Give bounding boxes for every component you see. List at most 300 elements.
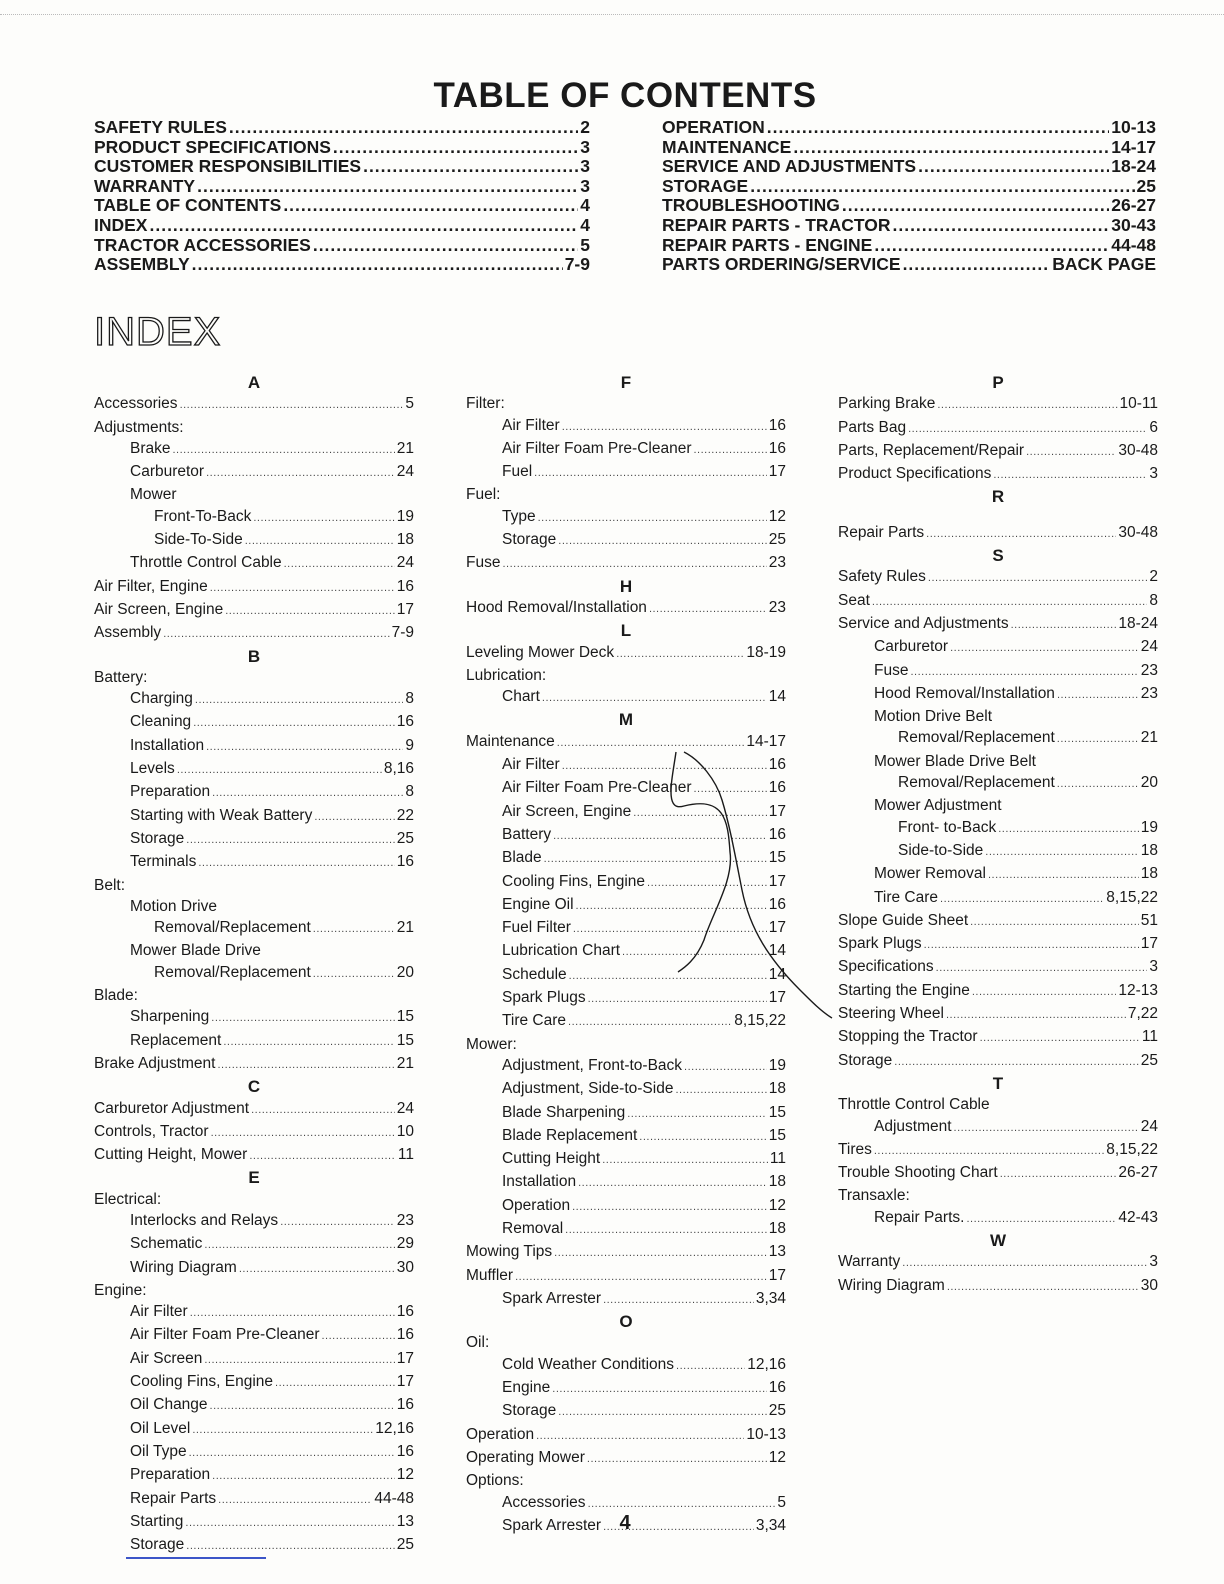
- entry-label: Parts, Replacement/Repair: [838, 441, 1025, 459]
- entry-label: Side-to-Side: [898, 841, 984, 859]
- entry-page: 3,34: [755, 1289, 786, 1307]
- entry-page: 17: [396, 600, 414, 618]
- entry-page: 18: [1140, 841, 1158, 859]
- entry-label: Hood Removal/Installation: [874, 684, 1055, 702]
- leader-dots: [163, 622, 389, 645]
- entry-label: Storage: [502, 531, 557, 549]
- entry-page: 18: [1140, 865, 1158, 883]
- entry-page: 15: [768, 849, 786, 867]
- entry-label: Installation: [502, 1173, 577, 1191]
- entry-page: 3: [1149, 1253, 1158, 1271]
- leader-dots: [954, 1116, 1139, 1139]
- leader-dots: [924, 933, 1139, 956]
- entry-label: Starting the Engine: [838, 981, 970, 999]
- entry-page: 3: [580, 156, 590, 177]
- entry-label: Charging: [130, 690, 193, 708]
- entry-label: Blade: [502, 849, 542, 867]
- entry-page: 16: [396, 577, 414, 595]
- entry-page: 24: [396, 554, 414, 572]
- leader-dots: [275, 1371, 395, 1394]
- entry-label: Spark Plugs: [502, 989, 586, 1007]
- leader-dots: [313, 917, 395, 940]
- entry-label: Spark Plugs: [838, 935, 922, 953]
- toc-row: [662, 216, 1156, 236]
- index-entry: [838, 795, 1158, 816]
- leader-dots: [558, 1400, 766, 1423]
- index-entry: [838, 1207, 1158, 1230]
- entry-label: Front-To-Back: [154, 507, 252, 525]
- entry-page: 15: [768, 1126, 786, 1144]
- leader-dots: [902, 1251, 1147, 1274]
- entry-label: SERVICE AND ADJUSTMENTS: [662, 156, 917, 177]
- entry-label: Motion Drive Belt: [874, 708, 993, 726]
- entry-page: 42-43: [1118, 1208, 1158, 1226]
- index-entry: [838, 817, 1158, 840]
- leader-dots: [283, 196, 578, 216]
- index-entry: [838, 636, 1158, 659]
- entry-label: Oil:: [466, 1334, 490, 1352]
- index-entry: [466, 824, 786, 847]
- leader-dots: [694, 777, 767, 800]
- entry-label: Options:: [466, 1472, 524, 1490]
- entry-label: Engine: [502, 1379, 551, 1397]
- leader-dots: [675, 1078, 766, 1101]
- entry-page: 16: [396, 853, 414, 871]
- entry-label: Fuel Filter: [502, 919, 571, 937]
- index-entry: [94, 758, 414, 781]
- leader-dots: [588, 987, 767, 1010]
- entry-label: CUSTOMER RESPONSIBILITIES: [94, 156, 362, 177]
- entry-label: ASSEMBLY: [94, 254, 190, 275]
- leader-dots: [684, 1055, 767, 1078]
- leader-dots: [985, 840, 1138, 863]
- index-entry: [466, 1377, 786, 1400]
- entry-page: 8: [1149, 591, 1158, 609]
- entry-label: Air Filter: [502, 756, 560, 774]
- entry-label: Mower Blade Drive Belt: [874, 752, 1036, 770]
- entry-label: SAFETY RULES: [94, 117, 227, 137]
- leader-dots: [926, 522, 1116, 545]
- entry-label: Mower Blade Drive: [130, 942, 261, 960]
- index-entry: [466, 1078, 786, 1101]
- index-entry: [466, 642, 786, 665]
- leader-dots: [910, 660, 1138, 683]
- leader-dots: [1057, 683, 1139, 706]
- leader-dots: [192, 255, 563, 275]
- entry-label: Maintenance: [466, 732, 555, 750]
- entry-page: 23: [768, 598, 786, 616]
- leader-dots: [627, 1102, 767, 1125]
- index-entry: [466, 1470, 786, 1491]
- index-entry: [466, 484, 786, 505]
- leader-dots: [569, 964, 767, 987]
- entry-page: 24: [396, 1099, 414, 1117]
- entry-label: Tire Care: [502, 1012, 567, 1030]
- entry-label: Fuse: [874, 661, 909, 679]
- entry-page: 14: [768, 942, 786, 960]
- index-entry: [94, 1030, 414, 1053]
- entry-label: Chart: [502, 688, 540, 706]
- leader-dots: [1026, 440, 1116, 463]
- entry-label: Schematic: [130, 1235, 203, 1253]
- entry-label: Tires: [838, 1140, 872, 1158]
- entry-page: 14-17: [1111, 136, 1156, 157]
- entry-page: 12: [396, 1466, 414, 1484]
- entry-page: 16: [768, 416, 786, 434]
- index-letter-heading: E: [248, 1168, 260, 1188]
- index-entry: [838, 980, 1158, 1003]
- toc-row: [94, 236, 590, 256]
- leader-dots: [210, 576, 395, 599]
- index-entry: [838, 751, 1158, 772]
- toc-row: [94, 138, 590, 158]
- entry-page: 25: [1140, 1051, 1158, 1069]
- leader-dots: [542, 686, 767, 709]
- leader-dots: [173, 438, 395, 461]
- index-entry: [466, 529, 786, 552]
- index-letter-heading: R: [991, 487, 1005, 507]
- entry-label: Blade Replacement: [502, 1126, 638, 1144]
- leader-dots: [602, 1148, 768, 1171]
- entry-page: 4: [580, 214, 590, 235]
- entry-label: Adjustment, Front-to-Back: [502, 1056, 683, 1074]
- scan-artifact-rule: [126, 1557, 266, 1559]
- index-entry: [94, 1394, 414, 1417]
- entry-page: 15: [396, 1031, 414, 1049]
- leader-dots: [211, 1121, 395, 1144]
- leader-dots: [313, 236, 578, 256]
- index-entry: [94, 1441, 414, 1464]
- entry-page: 18: [768, 1080, 786, 1098]
- entry-page: 17: [396, 1373, 414, 1391]
- entry-page: 14-17: [746, 732, 786, 750]
- index-entry: [94, 1121, 414, 1144]
- entry-page: 26-27: [1118, 1164, 1158, 1182]
- entry-page: 25: [396, 1536, 414, 1554]
- leader-dots: [565, 1218, 767, 1241]
- entry-page: 5: [777, 1493, 786, 1511]
- index-column-2: [466, 372, 786, 1538]
- entry-label: Brake: [130, 439, 171, 457]
- leader-dots: [562, 415, 767, 438]
- entry-page: 16: [396, 1442, 414, 1460]
- entry-label: Operating Mower: [466, 1448, 585, 1466]
- entry-label: Parts Bag: [838, 418, 907, 436]
- index-letter-heading: O: [619, 1312, 633, 1332]
- entry-page: 19: [768, 1056, 786, 1074]
- toc-title: TABLE OF CONTENTS: [433, 76, 817, 115]
- entry-label: Storage: [502, 1402, 557, 1420]
- entry-page: 8,15,22: [1106, 888, 1158, 906]
- leader-dots: [212, 1464, 395, 1487]
- leader-dots: [502, 552, 766, 575]
- entry-page: 12,16: [375, 1419, 414, 1437]
- entry-label: Motion Drive: [130, 897, 217, 915]
- entry-page: 16: [396, 713, 414, 731]
- index-letter-heading: A: [247, 373, 261, 392]
- leader-dots: [676, 1354, 745, 1377]
- index-entry: [94, 1098, 414, 1121]
- index-entry: [466, 777, 786, 800]
- leader-dots: [239, 1257, 395, 1280]
- entry-label: Schedule: [502, 965, 567, 983]
- entry-label: Oil Type: [130, 1442, 187, 1460]
- entry-label: Transaxle:: [838, 1187, 910, 1205]
- entry-page: 23: [396, 1211, 414, 1229]
- index-entry: [838, 910, 1158, 933]
- leader-dots: [1011, 613, 1117, 636]
- entry-label: Oil Level: [130, 1419, 191, 1437]
- entry-page: 3: [580, 136, 590, 157]
- leader-dots: [180, 393, 404, 416]
- leader-dots: [562, 754, 767, 777]
- entry-label: Fuse: [466, 554, 501, 572]
- entry-label: Steering Wheel: [838, 1005, 944, 1023]
- entry-page: 21: [396, 439, 414, 457]
- index-entry: [466, 964, 786, 987]
- leader-dots: [211, 1006, 394, 1029]
- index-entry: [838, 613, 1158, 636]
- leader-dots: [872, 590, 1147, 613]
- entry-page: 13: [396, 1512, 414, 1530]
- entry-label: Battery:: [94, 668, 148, 686]
- index-entry: [94, 576, 414, 599]
- entry-label: Throttle Control Cable: [838, 1096, 990, 1114]
- index-entry: [466, 1148, 786, 1171]
- index-entry: [94, 781, 414, 804]
- leader-dots: [251, 1098, 395, 1121]
- entry-label: Brake Adjustment: [94, 1054, 216, 1072]
- leader-dots: [633, 801, 767, 824]
- index-entry: [94, 828, 414, 851]
- scan-artifact-top: [0, 14, 1224, 16]
- entry-page: 10-13: [1111, 117, 1156, 137]
- index-entry: [94, 875, 414, 896]
- entry-page: 44-48: [1111, 234, 1156, 255]
- leader-dots: [572, 1195, 767, 1218]
- entry-page: 30-43: [1111, 214, 1156, 235]
- leader-dots: [544, 847, 767, 870]
- index-entry: [94, 917, 414, 940]
- entry-page: 9: [405, 736, 414, 754]
- leader-dots: [894, 1050, 1138, 1073]
- entry-page: 18: [768, 1173, 786, 1191]
- leader-dots: [950, 636, 1139, 659]
- entry-label: Air Filter Foam Pre-Cleaner: [502, 779, 692, 797]
- entry-label: Replacement: [130, 1031, 222, 1049]
- entry-label: Front- to-Back: [898, 818, 997, 836]
- index-title: INDEX: [94, 310, 222, 354]
- leader-dots: [313, 962, 395, 985]
- entry-label: Assembly: [94, 624, 162, 642]
- leader-dots: [198, 851, 394, 874]
- index-letter-heading: S: [992, 546, 1004, 566]
- leader-dots: [149, 216, 578, 236]
- entry-page: 30-48: [1118, 441, 1158, 459]
- entry-page: 4: [580, 195, 590, 216]
- leader-dots: [842, 196, 1109, 216]
- entry-page: 51: [1140, 911, 1158, 929]
- index-entry: [838, 393, 1158, 416]
- leader-dots: [217, 1053, 394, 1076]
- entry-label: Wiring Diagram: [130, 1258, 237, 1276]
- index-entry: [466, 1218, 786, 1241]
- entry-page: 20: [1140, 774, 1158, 792]
- leader-dots: [936, 956, 1148, 979]
- entry-page: 7-9: [391, 624, 414, 642]
- entry-page: 20: [396, 963, 414, 981]
- entry-page: 17: [768, 463, 786, 481]
- leader-dots: [694, 438, 767, 461]
- index-entry: [838, 522, 1158, 545]
- index-entry: [94, 896, 414, 917]
- leader-dots: [189, 1441, 395, 1464]
- entry-page: 3,34: [755, 1516, 786, 1534]
- leader-dots: [647, 871, 767, 894]
- entry-label: TROUBLESHOOTING: [662, 195, 840, 216]
- entry-page: BACK PAGE: [1052, 254, 1156, 275]
- leader-dots: [177, 758, 382, 781]
- toc-row: [662, 196, 1156, 216]
- leader-dots: [204, 1233, 394, 1256]
- entry-page: 17: [768, 802, 786, 820]
- leader-dots: [578, 1171, 767, 1194]
- entry-page: 16: [396, 1303, 414, 1321]
- index-letter-heading: C: [247, 1077, 261, 1097]
- toc-row: [94, 177, 590, 197]
- entry-label: Slope Guide Sheet: [838, 911, 969, 929]
- entry-label: Repair Parts: [838, 523, 925, 541]
- index-entry: [466, 438, 786, 461]
- entry-page: 3: [580, 175, 590, 196]
- leader-dots: [193, 711, 395, 734]
- leader-dots: [322, 1324, 395, 1347]
- entry-label: Removal/Replacement: [898, 774, 1055, 792]
- index-entry: [94, 1488, 414, 1511]
- entry-page: 16: [768, 779, 786, 797]
- entry-page: 13: [768, 1243, 786, 1261]
- index-entry: [94, 1189, 414, 1210]
- index-entry: [466, 754, 786, 777]
- entry-page: 18-24: [1118, 614, 1158, 632]
- leader-dots: [197, 177, 578, 197]
- leader-dots: [249, 1144, 396, 1167]
- entry-page: 15: [396, 1008, 414, 1026]
- entry-label: Storage: [130, 829, 185, 847]
- entry-page: 23: [1140, 661, 1158, 679]
- entry-page: 12,16: [747, 1355, 786, 1373]
- entry-label: STORAGE: [662, 175, 749, 196]
- entry-page: 16: [768, 825, 786, 843]
- leader-dots: [280, 1210, 395, 1233]
- index-entry: [466, 461, 786, 484]
- leader-dots: [218, 1488, 372, 1511]
- entry-page: 14: [768, 688, 786, 706]
- index-entry: [838, 1003, 1158, 1026]
- index-entry: [94, 1301, 414, 1324]
- entry-page: 16: [768, 1379, 786, 1397]
- index-letter-heading: M: [618, 710, 634, 730]
- entry-page: 23: [768, 554, 786, 572]
- entry-label: REPAIR PARTS - TRACTOR: [662, 214, 891, 235]
- index-entry: [466, 1010, 786, 1033]
- index-entry: [94, 461, 414, 484]
- toc-row: [662, 177, 1156, 197]
- entry-label: Warranty: [838, 1253, 901, 1271]
- index-entry: [94, 735, 414, 758]
- entry-page: 3: [1149, 958, 1158, 976]
- leader-dots: [195, 688, 403, 711]
- entry-label: Cleaning: [130, 713, 192, 731]
- index-letter-heading: H: [619, 576, 633, 596]
- entry-label: Removal/Replacement: [898, 729, 1055, 747]
- entry-label: Operation: [466, 1425, 535, 1443]
- toc-row: [662, 138, 1156, 158]
- index-entry: [466, 801, 786, 824]
- entry-label: Cooling Fins, Engine: [130, 1373, 274, 1391]
- entry-label: Interlocks and Relays: [130, 1211, 279, 1229]
- leader-dots: [908, 417, 1147, 440]
- entry-page: 24: [396, 463, 414, 481]
- leader-dots: [767, 118, 1109, 138]
- index-entry: [838, 590, 1158, 613]
- entry-label: Air Filter, Engine: [94, 577, 208, 595]
- entry-label: Spark Arrester: [502, 1289, 602, 1307]
- entry-page: 30-48: [1118, 523, 1158, 541]
- entry-page: 12: [768, 1448, 786, 1466]
- entry-page: 15: [768, 1103, 786, 1121]
- index-entry: [466, 393, 786, 414]
- index-entry: [94, 1280, 414, 1301]
- index-entry: [94, 851, 414, 874]
- entry-label: Mower Removal: [874, 865, 986, 883]
- leader-dots: [874, 236, 1109, 256]
- leader-dots: [253, 506, 394, 529]
- entry-page: 19: [1140, 818, 1158, 836]
- entry-page: 16: [768, 895, 786, 913]
- entry-label: Operation: [502, 1196, 571, 1214]
- index-entry: [838, 463, 1158, 486]
- entry-label: Blade:: [94, 987, 138, 1005]
- entry-label: Cooling Fins, Engine: [502, 872, 646, 890]
- entry-page: 18: [768, 1219, 786, 1237]
- entry-page: 17: [768, 989, 786, 1007]
- toc-left-column: [94, 118, 590, 275]
- index-letter-heading: B: [247, 646, 261, 666]
- entry-page: 14: [768, 965, 786, 983]
- entry-label: Cutting Height: [502, 1150, 601, 1168]
- entry-label: INDEX: [94, 214, 148, 235]
- toc-row: [94, 196, 590, 216]
- entry-label: Adjustments:: [94, 418, 184, 436]
- entry-label: Air Filter Foam Pre-Cleaner: [130, 1326, 320, 1344]
- index-entry: [466, 1241, 786, 1264]
- leader-dots: [212, 781, 403, 804]
- leader-dots: [603, 1288, 754, 1311]
- index-letter-heading: T: [992, 1073, 1004, 1093]
- index-entry: [94, 1233, 414, 1256]
- leader-dots: [903, 255, 1051, 275]
- index-entry: [838, 1116, 1158, 1139]
- index-entry: [466, 665, 786, 686]
- leader-dots: [557, 731, 745, 754]
- page-number: 4: [619, 1512, 631, 1534]
- index-entry: [838, 566, 1158, 589]
- index-entry: [838, 417, 1158, 440]
- index-entry: [94, 962, 414, 985]
- index-entry: [94, 940, 414, 961]
- entry-label: Oil Change: [130, 1396, 208, 1414]
